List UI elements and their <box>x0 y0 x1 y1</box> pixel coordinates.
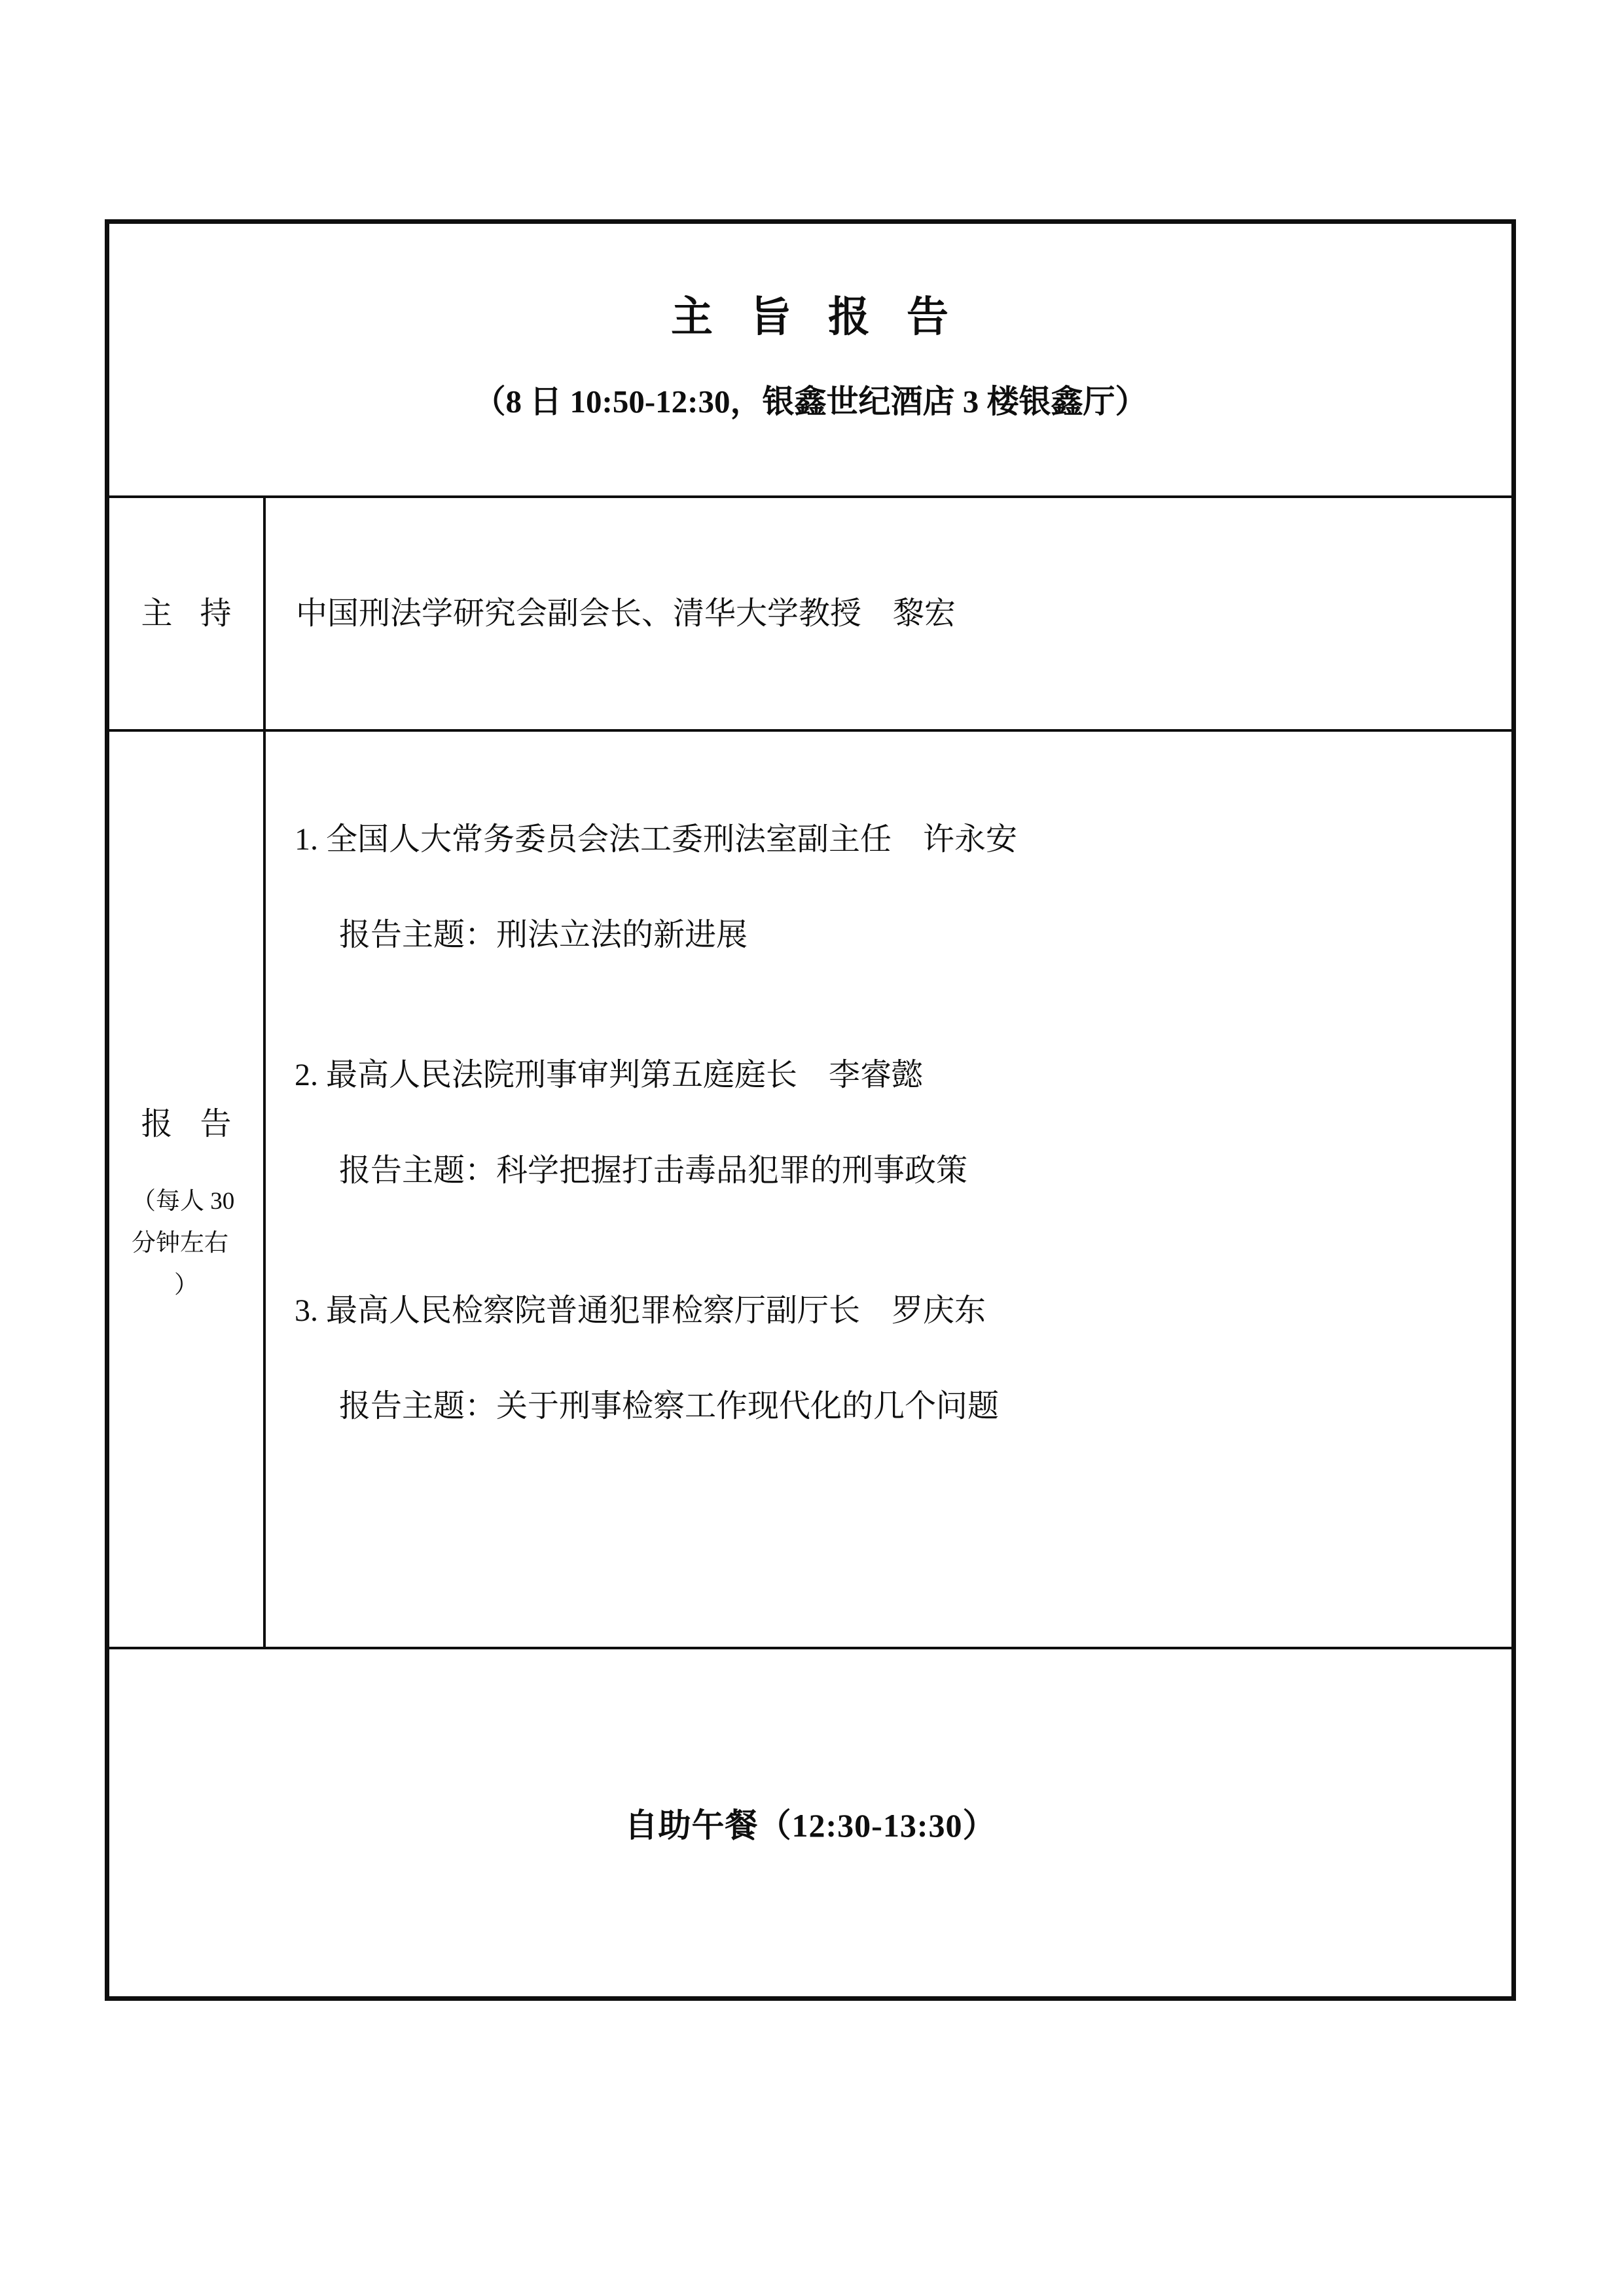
session-subtitle: （8 日 10:50-12:30，银鑫世纪酒店 3 楼银鑫厅） <box>473 384 1147 420</box>
agenda-table <box>105 219 1516 2001</box>
report-speaker: 1. 全国人大常务委员会法工委刑法室副主任 许永安 <box>295 822 1018 857</box>
host-row <box>109 495 1511 729</box>
reports-note-line: ） <box>174 1272 198 1299</box>
reports-label: 报 告 <box>141 1107 232 1141</box>
reports-row <box>109 729 1511 1647</box>
host-label: 主 持 <box>141 596 232 631</box>
report-speaker: 2. 最高人民法院刑事审判第五庭庭长 李睿懿 <box>295 1058 924 1092</box>
report-item <box>295 792 1492 983</box>
reports-label-block <box>109 1106 263 1306</box>
session-title: 主 旨 报 告 <box>671 294 950 340</box>
reports-content-cell <box>266 732 1511 1647</box>
title-row <box>109 224 1511 495</box>
host-value: 中国刑法学研究会副会长、清华大学教授 黎宏 <box>296 596 956 631</box>
host-label-cell <box>109 498 266 729</box>
report-topic: 报告主题：科学把握打击毒品犯罪的刑事政策 <box>339 1153 968 1188</box>
host-value-cell <box>266 498 1511 729</box>
reports-note <box>109 1181 263 1306</box>
report-topic: 报告主题：刑法立法的新进展 <box>339 918 748 952</box>
reports-note-line: 分钟左右 <box>132 1230 228 1257</box>
lunch-row <box>109 1647 1511 1996</box>
report-item <box>295 1263 1492 1454</box>
report-item <box>295 1028 1492 1219</box>
reports-note-line: （每人 30 <box>132 1188 235 1215</box>
lunch-text: 自助午餐（12:30-13:30） <box>624 1807 996 1844</box>
report-speaker: 3. 最高人民检察院普通犯罪检察厅副厅长 罗庆东 <box>295 1293 986 1328</box>
reports-label-cell <box>109 732 266 1647</box>
report-topic: 报告主题：关于刑事检察工作现代化的几个问题 <box>339 1389 1000 1424</box>
